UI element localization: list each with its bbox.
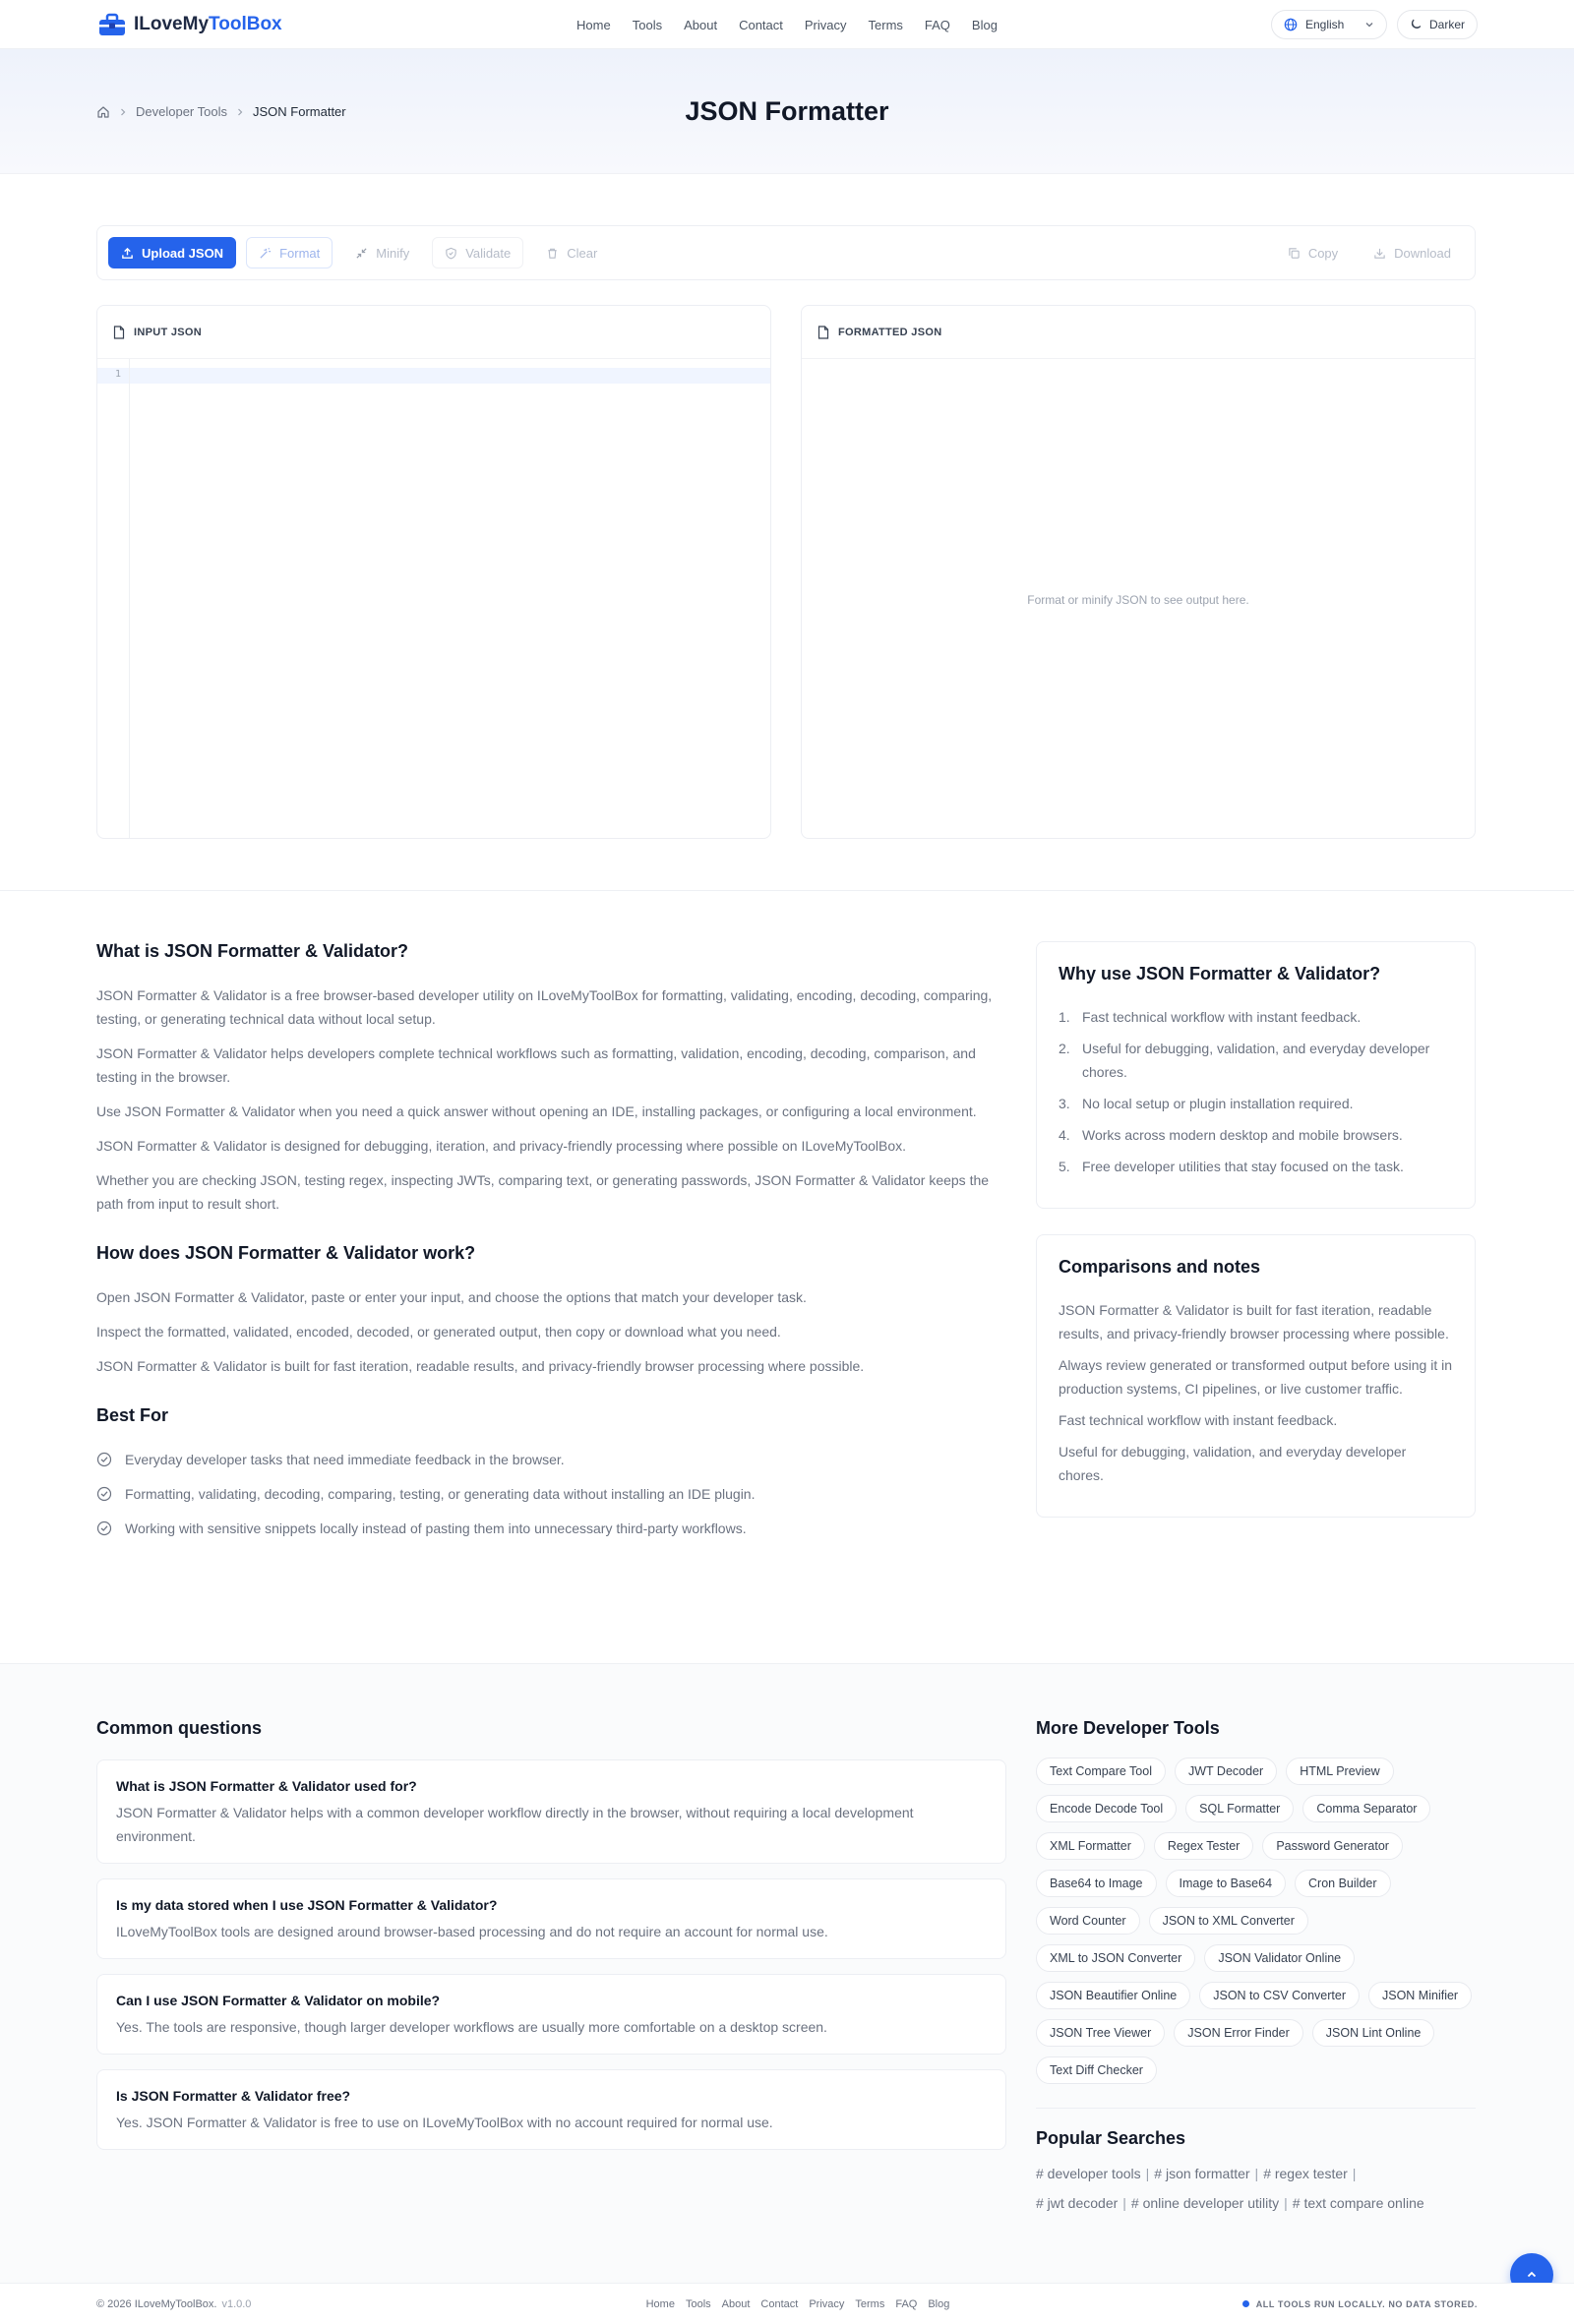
about-heading: What is JSON Formatter & Validator? [96, 941, 409, 961]
tool-chips [1036, 1758, 1476, 2084]
moon-icon [1410, 19, 1422, 30]
nav-contact[interactable]: Contact [739, 17, 783, 32]
list-item: Everyday developer tasks that need immediate feedback in the browser. [96, 1448, 1006, 1471]
search-tag[interactable]: # jwt decoder [1036, 2195, 1119, 2211]
globe-icon [1284, 18, 1298, 31]
more-tools-section [1036, 1718, 1476, 2218]
format-button[interactable]: Format [246, 237, 333, 268]
faq-question: Is JSON Formatter & Validator free? [116, 2088, 351, 2104]
brand-logo[interactable] [98, 13, 282, 36]
list-item: 2. Useful for debugging, validation, and everyday developer chores. [1059, 1041, 1430, 1080]
hero-banner [0, 49, 1574, 174]
minify-button[interactable]: Minify [342, 237, 422, 268]
nav-privacy[interactable]: Privacy [804, 17, 847, 32]
tool-chip[interactable]: Text Compare Tool [1036, 1758, 1166, 1785]
breadcrumb-developer-tools[interactable]: Developer Tools [136, 104, 227, 119]
copy-button[interactable]: Copy [1275, 237, 1351, 268]
footer-link-home[interactable]: Home [645, 2298, 675, 2310]
how-paragraph: Open JSON Formatter & Validator, paste or enter your input, and choose the options that match your developer task. [96, 1289, 807, 1305]
page-title: JSON Formatter [685, 96, 889, 126]
input-panel-title: INPUT JSON [134, 326, 203, 338]
json-input-editor[interactable] [97, 359, 770, 838]
faq-answer: Yes. JSON Formatter & Validator is free to use on ILoveMyToolBox with no account required for normal use. [116, 2115, 773, 2130]
nav-tools[interactable]: Tools [632, 17, 663, 32]
faq-answer: JSON Formatter & Validator helps with a common developer workflow directly in the browser, without requiring a local development environment. [116, 1805, 914, 1844]
tool-chip[interactable]: JSON to XML Converter [1149, 1907, 1308, 1935]
theme-toggle[interactable] [1397, 10, 1478, 39]
tool-chip[interactable]: Password Generator [1262, 1832, 1403, 1860]
list-item: Working with sensitive snippets locally instead of pasting them into unnecessary third-party workflows. [96, 1517, 1006, 1540]
nav-blog[interactable]: Blog [971, 17, 998, 32]
faq-question: Can I use JSON Formatter & Validator on mobile? [116, 1993, 441, 2008]
best-for-list [96, 1448, 1006, 1540]
output-panel-title: FORMATTED JSON [838, 326, 942, 338]
search-tag[interactable]: # json formatter [1154, 2166, 1250, 2181]
trash-icon [546, 247, 559, 260]
tool-chip[interactable]: Base64 to Image [1036, 1870, 1157, 1897]
input-panel-header [97, 306, 770, 359]
clear-button[interactable]: Clear [533, 237, 610, 268]
footer-link-privacy[interactable]: Privacy [809, 2298, 845, 2310]
about-paragraph: JSON Formatter & Validator is a free browser-based developer utility on ILoveMyToolBox for formatting, validating, encoding, decoding, comparing, testing, or generating technical data without local setup. [96, 987, 993, 1027]
search-tag[interactable]: # text compare online [1292, 2195, 1424, 2211]
search-tag[interactable]: # regex tester [1263, 2166, 1348, 2181]
local-status: ALL TOOLS RUN LOCALLY. NO DATA STORED. [1242, 2299, 1478, 2309]
footer [0, 2283, 1574, 2324]
status-dot [1242, 2300, 1249, 2307]
tool-chip[interactable]: JSON to CSV Converter [1199, 1982, 1360, 2009]
faq-question: What is JSON Formatter & Validator used for? [116, 1778, 417, 1794]
footer-link-about[interactable]: About [721, 2298, 751, 2310]
toolbox-icon [98, 13, 126, 36]
output-empty-message: Format or minify JSON to see output here. [1027, 593, 1249, 607]
notes-paragraph: Useful for debugging, validation, and everyday developer chores. [1059, 1444, 1407, 1483]
faq-item[interactable] [96, 1759, 1006, 1864]
faq-question: Is my data stored when I use JSON Formatter & Validator? [116, 1897, 498, 1913]
faq-answer: Yes. The tools are responsive, though larger developer workflows are usually more comfortable on a desktop screen. [116, 2019, 827, 2035]
file-icon [817, 326, 829, 339]
search-tag[interactable]: # online developer utility [1130, 2195, 1280, 2211]
faq-heading: Common questions [96, 1718, 263, 1738]
notes-paragraph: JSON Formatter & Validator is built for fast iteration, readable results, and privacy-friendly browser processing where possible. [1059, 1302, 1449, 1341]
how-paragraph: Inspect the formatted, validated, encoded, decoded, or generated output, then copy or download what you need. [96, 1324, 781, 1340]
tool-chip[interactable]: JWT Decoder [1175, 1758, 1277, 1785]
validate-button[interactable]: Validate [432, 237, 523, 268]
faq-section [96, 1718, 1006, 2165]
tool-chip[interactable]: Word Counter [1036, 1907, 1140, 1935]
about-paragraph: JSON Formatter & Validator is designed for debugging, iteration, and privacy-friendly processing where possible on ILoveMyToolBox. [96, 1138, 907, 1154]
check-circle-icon [96, 1520, 112, 1536]
faq-answer: ILoveMyToolBox tools are designed around browser-based processing and do not require an account for normal use. [116, 1924, 828, 1939]
about-paragraph: Use JSON Formatter & Validator when you need a quick answer without opening an IDE, installing packages, or configuring a local environment. [96, 1103, 977, 1119]
how-paragraph: JSON Formatter & Validator is built for fast iteration, readable results, and privacy-friendly browser processing where possible. [96, 1358, 865, 1374]
line-gutter [97, 359, 130, 838]
nav-terms[interactable]: Terms [868, 17, 903, 32]
tool-chip[interactable]: XML Formatter [1036, 1832, 1145, 1860]
output-panel [801, 305, 1476, 839]
lower-section [0, 1663, 1574, 2283]
tool-chip[interactable]: Text Diff Checker [1036, 2056, 1157, 2084]
active-line [97, 368, 770, 384]
notes-paragraph: Always review generated or transformed output before using it in production systems, CI pipelines, or live customer traffic. [1059, 1357, 1452, 1397]
tool-chip[interactable]: Encode Decode Tool [1036, 1795, 1177, 1822]
output-panel-header [802, 306, 1475, 359]
line-number: 1 [114, 369, 121, 380]
tool-chip[interactable]: JSON Tree Viewer [1036, 2019, 1165, 2047]
why-card [1036, 941, 1476, 1209]
divider [1036, 2108, 1476, 2109]
download-icon [1373, 247, 1386, 260]
tool-chip[interactable]: Comma Separator [1302, 1795, 1430, 1822]
top-nav [0, 0, 1574, 49]
info-content [96, 941, 1006, 1551]
list-item: 4. Works across modern desktop and mobile browsers. [1059, 1127, 1403, 1143]
json-toolbar [96, 225, 1476, 280]
why-heading: Why use JSON Formatter & Validator? [1059, 964, 1381, 983]
how-heading: How does JSON Formatter & Validator work? [96, 1243, 476, 1263]
popular-searches: # developer tools | # json formatter | # regex tester | # jwt decoder | # online developer utility | # text compare online [1036, 2166, 1424, 2211]
breadcrumb-current: JSON Formatter [252, 104, 346, 119]
tool-chip[interactable]: HTML Preview [1286, 1758, 1394, 1785]
language-select[interactable] [1271, 10, 1387, 39]
why-list [1059, 1005, 1453, 1178]
section-divider [0, 890, 1574, 891]
nav-home[interactable]: Home [576, 17, 611, 32]
check-circle-icon [96, 1452, 112, 1467]
footer-link-blog[interactable]: Blog [928, 2298, 950, 2310]
footer-link-terms[interactable]: Terms [855, 2298, 885, 2310]
upload-json-button[interactable]: Upload JSON [108, 237, 236, 268]
file-icon [113, 326, 125, 339]
best-for-heading: Best For [96, 1405, 169, 1425]
version: v1.0.0 [221, 2297, 252, 2310]
faq-item[interactable] [96, 1878, 1006, 1959]
tool-chip[interactable]: JSON Validator Online [1204, 1944, 1355, 1972]
copy-icon [1288, 247, 1301, 260]
search-tag[interactable]: # developer tools [1036, 2166, 1141, 2181]
faq-item[interactable] [96, 1974, 1006, 2055]
notes-heading: Comparisons and notes [1059, 1257, 1261, 1277]
language-value: English [1304, 17, 1345, 31]
input-panel [96, 305, 771, 839]
minimize-icon [355, 247, 368, 260]
notes-paragraph: Fast technical workflow with instant feedback. [1059, 1412, 1338, 1428]
tool-chip[interactable]: Image to Base64 [1166, 1870, 1287, 1897]
upload-icon [121, 247, 134, 260]
theme-label: Darker [1428, 17, 1465, 31]
about-paragraph: Whether you are checking JSON, testing regex, inspecting JWTs, comparing text, or generating passwords, JSON Formatter & Validator keeps the path from input to result short. [96, 1172, 990, 1212]
faq-item[interactable] [96, 2069, 1006, 2150]
tool-chip[interactable]: JSON Minifier [1368, 1982, 1472, 2009]
chevron-down-icon [1364, 20, 1374, 30]
tool-chip[interactable]: Cron Builder [1295, 1870, 1390, 1897]
tool-chip[interactable]: JSON Lint Online [1312, 2019, 1435, 2047]
chevron-up-icon [1525, 2268, 1539, 2282]
list-item: 5. Free developer utilities that stay focused on the task. [1059, 1159, 1404, 1174]
list-item: 1. Fast technical workflow with instant feedback. [1059, 1009, 1362, 1025]
tool-chip[interactable]: Regex Tester [1154, 1832, 1253, 1860]
brand-name: ILoveMyToolBox [134, 13, 282, 34]
magic-wand-icon [259, 247, 272, 260]
more-tools-heading: More Developer Tools [1036, 1718, 1220, 1738]
shield-check-icon [445, 247, 457, 260]
list-item: 3. No local setup or plugin installation required. [1059, 1096, 1354, 1111]
list-item: Formatting, validating, decoding, comparing, testing, or generating data without installing an IDE plugin. [96, 1482, 1006, 1506]
tool-chip[interactable]: SQL Formatter [1185, 1795, 1294, 1822]
footer-link-contact[interactable]: Contact [760, 2298, 799, 2310]
nav-faq[interactable]: FAQ [924, 17, 950, 32]
copyright: © 2026 ILoveMyToolBox. [96, 2297, 217, 2310]
tool-chip[interactable]: XML to JSON Converter [1036, 1944, 1195, 1972]
nav-about[interactable]: About [684, 17, 718, 32]
tool-chip[interactable]: JSON Beautifier Online [1036, 1982, 1190, 2009]
about-paragraph: JSON Formatter & Validator helps developers complete technical workflows such as formatting, validation, encoding, decoding, comparison, and testing in the browser. [96, 1045, 976, 1085]
notes-card [1036, 1234, 1476, 1518]
popular-searches-heading: Popular Searches [1036, 2128, 1186, 2148]
check-circle-icon [96, 1486, 112, 1502]
tool-chip[interactable]: JSON Error Finder [1174, 2019, 1303, 2047]
footer-link-faq[interactable]: FAQ [895, 2298, 918, 2310]
footer-link-tools[interactable]: Tools [685, 2298, 711, 2310]
download-button[interactable]: Download [1361, 237, 1464, 268]
